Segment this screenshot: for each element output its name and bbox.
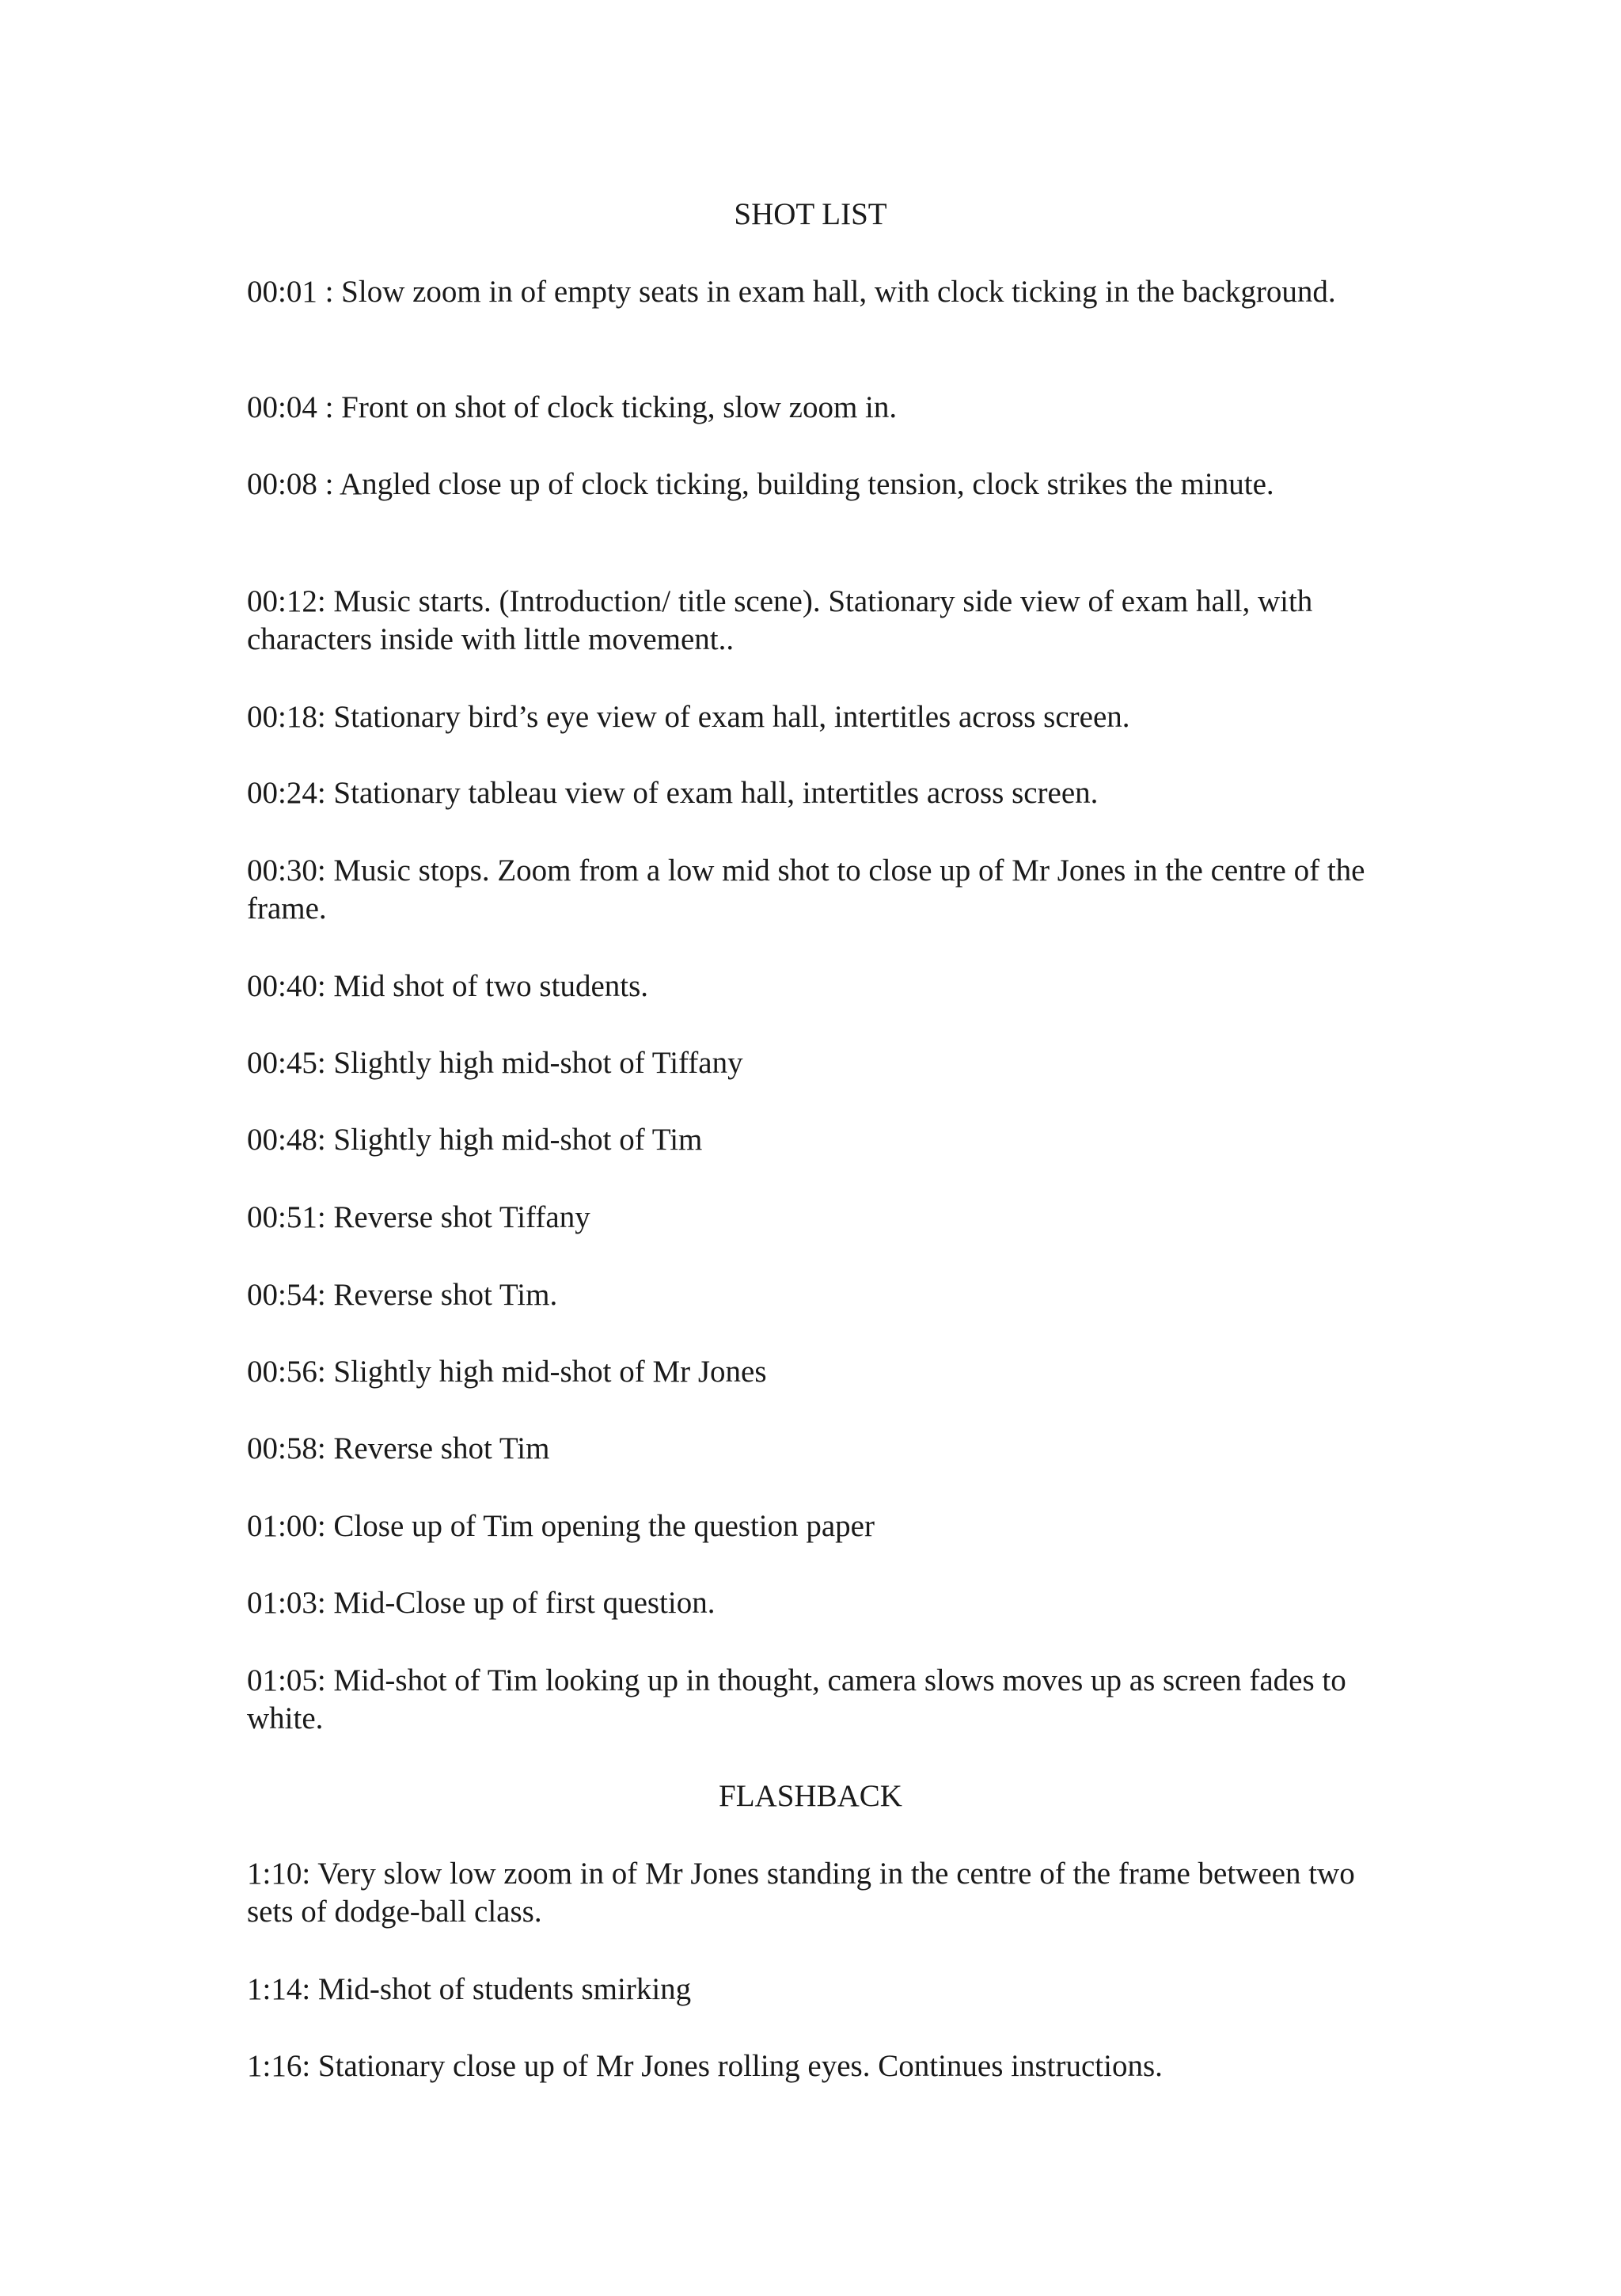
shot-entry-0048: 00:48: Slightly high mid-shot of Tim (247, 1123, 703, 1157)
shot-entry-0051: 00:51: Reverse shot Tiffany (247, 1200, 590, 1234)
shot-entry-110: 1:10: Very slow low zoom in of Mr Jones standing in the centre of the frame between two sets of dodge-ball class. (247, 1857, 1355, 1929)
shot-entry-0056: 00:56: Slightly high mid-shot of Mr Jones (247, 1355, 767, 1389)
shot-entry-0054: 00:54: Reverse shot Tim. (247, 1278, 558, 1312)
shot-entry-0040: 00:40: Mid shot of two students. (247, 969, 649, 1003)
shot-entry-0004: 00:04 : Front on shot of clock ticking, slow zoom in. (247, 390, 898, 424)
shot-entry-0024: 00:24: Stationary tableau view of exam hall, intertitles across screen. (247, 776, 1099, 810)
shot-entry-0105: 01:05: Mid-shot of Tim looking up in thought, camera slows moves up as screen fades to white. (247, 1663, 1346, 1735)
page-title: SHOT LIST (734, 197, 887, 231)
shot-entry-0001: 00:01 : Slow zoom in of empty seats in exam hall, with clock ticking in the background. (247, 275, 1336, 309)
shot-entry-0008: 00:08 : Angled close up of clock ticking, building tension, clock strikes the minute. (247, 467, 1274, 501)
shot-entry-0100: 01:00: Close up of Tim opening the question paper (247, 1509, 875, 1543)
flashback-heading: FLASHBACK (719, 1779, 902, 1813)
shot-entry-0030: 00:30: Music stops. Zoom from a low mid shot to close up of Mr Jones in the centre of the frame. (247, 853, 1365, 926)
shot-entry-0058: 00:58: Reverse shot Tim (247, 1431, 550, 1465)
shot-entry-114: 1:14: Mid-shot of students smirking (247, 1972, 692, 2006)
shot-entry-0103: 01:03: Mid-Close up of first question. (247, 1586, 716, 1620)
shot-entry-116: 1:16: Stationary close up of Mr Jones rolling eyes. Continues instructions. (247, 2049, 1163, 2083)
shot-entry-0018: 00:18: Stationary bird’s eye view of exam hall, intertitles across screen. (247, 700, 1130, 734)
shot-entry-0012: 00:12: Music starts. (Introduction/ title scene). Stationary side view of exam hall, with characters inside with little movement.. (247, 584, 1313, 656)
shot-entry-0045: 00:45: Slightly high mid-shot of Tiffany (247, 1046, 743, 1080)
